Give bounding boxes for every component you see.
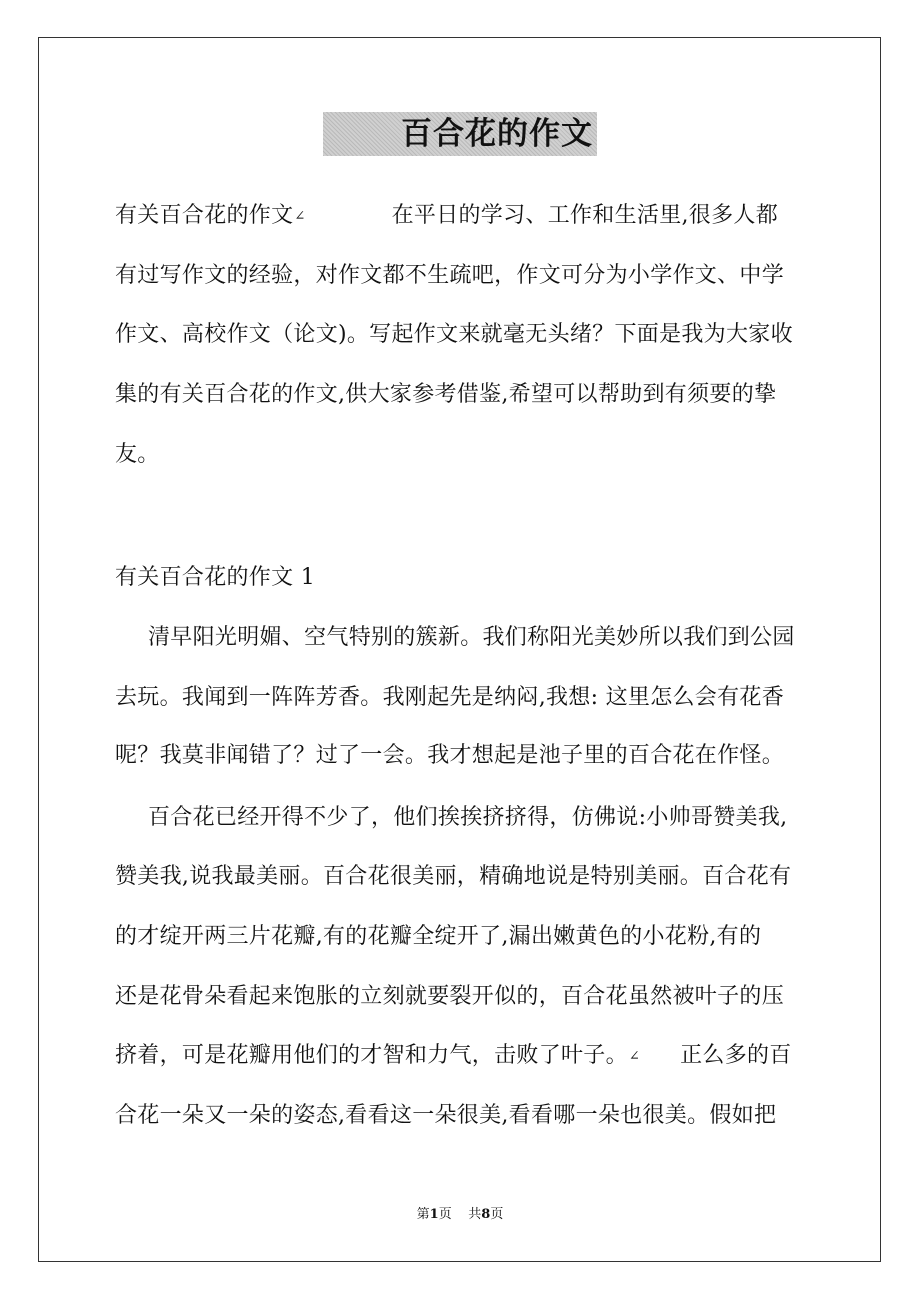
essay-p1-line-1: 清早阳光明媚、空气特别的簇新。我们称阳光美妙所以我们到公园 [148,625,795,650]
intro-text: 在平日的学习、工作和生活里,很多人都 [391,203,779,228]
essay-p2-line-5-rest: 正么多的百 [680,1043,792,1068]
intro-line-5: 友。 [115,442,160,467]
footer-page-prefix: 第 [416,1207,430,1222]
intro-heading: 有关百合花的作文 [115,203,294,228]
essay-p1-line-3: 呢？我莫非闻错了？过了一会。我才想起是池子里的百合花在作怪。 [115,743,785,768]
footer-total-suffix: 页 [490,1207,504,1222]
footer-total-pages: 8 [481,1207,491,1222]
paragraph-mark-icon: ∠ [628,1049,641,1064]
essay-p2-line-3: 的才绽开两三片花瓣,有的花瓣全绽开了,漏出嫩黄色的小花粉,有的 [115,924,762,949]
essay-p2-line-5 [115,1041,792,1072]
essay-heading: 有关百合花的作文 1 [115,565,315,590]
essay-p2-line-2: 赞美我,说我最美丽。百合花很美丽，精确地说是特别美丽。百合花有 [115,864,792,889]
essay-p1-line-2: 去玩。我闻到一阵阵芳香。我刚起先是纳闷,我想: 这里怎么会有花香 [115,685,785,710]
footer-page-suffix: 页 [438,1207,452,1222]
intro-line-4: 集的有关百合花的作文,供大家参考借鉴,希望可以帮助到有须要的挚 [115,382,777,407]
essay-p2-line-4: 还是花骨朵看起来饱胀的立刻就要裂开似的，百合花虽然被叶子的压 [115,984,785,1009]
footer-total-prefix: 共 [468,1207,482,1222]
title-banner [323,112,597,156]
intro-line-2: 有过写作文的经验，对作文都不生疏吧，作文可分为小学作文、中学 [115,263,785,288]
intro-line-3: 作文、高校作文（论文)。写起作文来就毫无头绪？下面是我为大家收 [115,322,793,347]
essay-p2-line-1: 百合花已经开得不少了，他们挨挨挤挤得，仿佛说:小帅哥赞美我, [148,805,788,830]
essay-p2-line-5-start: 挤着，可是花瓣用他们的才智和力气，击败了叶子。 [115,1043,628,1068]
page-footer [0,1206,920,1224]
intro-line-1 [115,201,778,232]
page-title: 百合花的作文 [401,116,593,152]
essay-p2-line-6: 合花一朵又一朵的姿态,看看这一朵很美,看看哪一朵也很美。假如把 [115,1103,777,1128]
footer-page-number: 1 [429,1207,439,1222]
paragraph-mark-icon: ∠ [294,209,306,224]
